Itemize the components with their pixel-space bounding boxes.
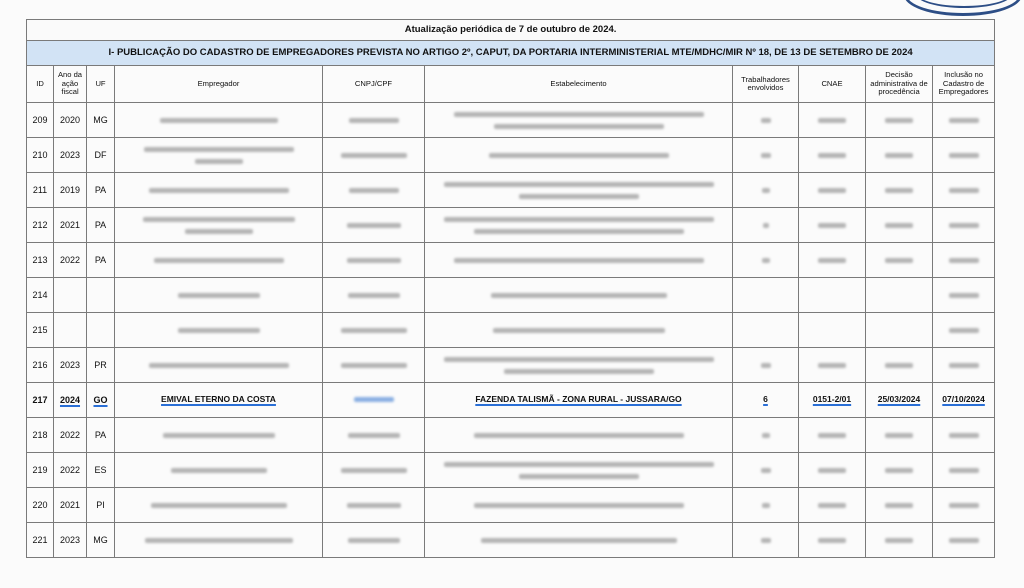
cell-ano bbox=[54, 278, 87, 313]
cell-decisao: 25/03/2024 bbox=[866, 383, 933, 418]
cell-id: 211 bbox=[27, 173, 54, 208]
cell-id: 218 bbox=[27, 418, 54, 453]
cell-uf bbox=[87, 313, 115, 348]
cell-empregador bbox=[115, 208, 323, 243]
cell-ano: 2023 bbox=[54, 523, 87, 558]
cell-uf: PI bbox=[87, 488, 115, 523]
redacted-text bbox=[504, 369, 654, 374]
cell-decisao bbox=[866, 208, 933, 243]
redacted-text bbox=[481, 538, 677, 543]
redacted-text bbox=[151, 503, 287, 508]
cell-empregador bbox=[115, 138, 323, 173]
table-row-highlighted bbox=[27, 383, 995, 418]
cell-empregador bbox=[115, 278, 323, 313]
redacted-text bbox=[348, 433, 400, 438]
cell-empregador bbox=[115, 488, 323, 523]
table-row bbox=[27, 523, 995, 558]
col-header-estabelecimento: Estabelecimento bbox=[425, 66, 733, 103]
redacted-text bbox=[885, 188, 913, 193]
cell-id: 209 bbox=[27, 103, 54, 138]
cell-cnae bbox=[799, 243, 866, 278]
cell-inclusao bbox=[933, 103, 995, 138]
cell-estabelecimento: FAZENDA TALISMÃ - ZONA RURAL - JUSSARA/GO bbox=[425, 383, 733, 418]
table-row bbox=[27, 173, 995, 208]
redacted-text bbox=[949, 363, 979, 368]
cell-cnpj bbox=[323, 418, 425, 453]
redacted-text bbox=[347, 258, 401, 263]
employers-table bbox=[26, 19, 995, 558]
cell-trabalhadores: 6 bbox=[733, 383, 799, 418]
table-row bbox=[27, 243, 995, 278]
redacted-text bbox=[349, 118, 399, 123]
redacted-text bbox=[763, 223, 769, 228]
cell-estabelecimento bbox=[425, 173, 733, 208]
col-header-inclusao: Inclusão no Cadastro de Empregadores bbox=[933, 66, 995, 103]
redacted-text bbox=[519, 194, 639, 199]
cell-empregador bbox=[115, 103, 323, 138]
cell-id: 214 bbox=[27, 278, 54, 313]
cell-trabalhadores bbox=[733, 103, 799, 138]
col-header-cnpj: CNPJ/CPF bbox=[323, 66, 425, 103]
cell-cnae: 0151-2/01 bbox=[799, 383, 866, 418]
redacted-text bbox=[489, 153, 669, 158]
redacted-text bbox=[885, 503, 913, 508]
cell-decisao bbox=[866, 103, 933, 138]
col-header-decisao: Decisão administrativa de procedência bbox=[866, 66, 933, 103]
cell-cnpj bbox=[323, 278, 425, 313]
cell-estabelecimento bbox=[425, 138, 733, 173]
table-row bbox=[27, 208, 995, 243]
cell-ano: 2020 bbox=[54, 103, 87, 138]
col-header-empregador: Empregador bbox=[115, 66, 323, 103]
cell-decisao bbox=[866, 418, 933, 453]
cell-inclusao bbox=[933, 278, 995, 313]
cell-cnae bbox=[799, 173, 866, 208]
redacted-text bbox=[949, 223, 979, 228]
cell-uf: ES bbox=[87, 453, 115, 488]
cell-id: 216 bbox=[27, 348, 54, 383]
cell-decisao bbox=[866, 138, 933, 173]
redacted-text bbox=[949, 153, 979, 158]
cell-empregador: EMIVAL ETERNO DA COSTA bbox=[115, 383, 323, 418]
cell-inclusao bbox=[933, 418, 995, 453]
redacted-text bbox=[762, 188, 770, 193]
cell-uf: PR bbox=[87, 348, 115, 383]
redacted-text bbox=[444, 462, 714, 467]
cell-id: 213 bbox=[27, 243, 54, 278]
redacted-text bbox=[762, 258, 770, 263]
cell-estabelecimento bbox=[425, 278, 733, 313]
cell-ano: 2021 bbox=[54, 488, 87, 523]
cell-trabalhadores bbox=[733, 418, 799, 453]
cell-cnae bbox=[799, 103, 866, 138]
cell-estabelecimento bbox=[425, 313, 733, 348]
cell-trabalhadores bbox=[733, 278, 799, 313]
cell-cnae bbox=[799, 488, 866, 523]
redacted-text bbox=[145, 538, 293, 543]
cell-ano: 2022 bbox=[54, 453, 87, 488]
redacted-text bbox=[341, 468, 407, 473]
redacted-text bbox=[949, 433, 979, 438]
redacted-text bbox=[454, 112, 704, 117]
cell-cnpj bbox=[323, 383, 425, 418]
cell-decisao bbox=[866, 173, 933, 208]
document-subtitle: Atualização periódica de 7 de outubro de 2024. bbox=[27, 20, 995, 41]
table-row bbox=[27, 138, 995, 173]
cell-ano: 2019 bbox=[54, 173, 87, 208]
redacted-text bbox=[454, 258, 704, 263]
cell-ano: 2023 bbox=[54, 348, 87, 383]
redacted-text bbox=[178, 328, 260, 333]
redacted-text bbox=[761, 363, 771, 368]
cell-trabalhadores bbox=[733, 523, 799, 558]
redacted-text bbox=[762, 503, 770, 508]
cell-uf: PA bbox=[87, 173, 115, 208]
cell-cnae bbox=[799, 208, 866, 243]
redacted-text bbox=[818, 223, 846, 228]
redacted-text bbox=[818, 188, 846, 193]
cell-estabelecimento bbox=[425, 418, 733, 453]
redacted-text bbox=[474, 433, 684, 438]
cell-uf: PA bbox=[87, 418, 115, 453]
cell-decisao bbox=[866, 243, 933, 278]
cell-ano: 2021 bbox=[54, 208, 87, 243]
redacted-text bbox=[885, 153, 913, 158]
cell-id: 215 bbox=[27, 313, 54, 348]
cell-cnpj bbox=[323, 453, 425, 488]
redacted-text bbox=[818, 258, 846, 263]
redacted-text bbox=[444, 217, 714, 222]
cell-estabelecimento bbox=[425, 523, 733, 558]
redacted-text bbox=[949, 468, 979, 473]
table-row bbox=[27, 348, 995, 383]
cell-id: 221 bbox=[27, 523, 54, 558]
redacted-text bbox=[519, 474, 639, 479]
redacted-text bbox=[949, 188, 979, 193]
col-header-id: ID bbox=[27, 66, 54, 103]
cell-ano: 2023 bbox=[54, 138, 87, 173]
cell-ano: 2022 bbox=[54, 418, 87, 453]
redacted-text bbox=[171, 468, 267, 473]
table-body bbox=[27, 103, 995, 558]
cell-decisao bbox=[866, 523, 933, 558]
redacted-text bbox=[348, 538, 400, 543]
cell-trabalhadores bbox=[733, 138, 799, 173]
table-row bbox=[27, 103, 995, 138]
cell-uf: MG bbox=[87, 103, 115, 138]
cell-uf: MG bbox=[87, 523, 115, 558]
cell-estabelecimento bbox=[425, 208, 733, 243]
cell-cnpj bbox=[323, 103, 425, 138]
cell-ano bbox=[54, 313, 87, 348]
cell-cnpj bbox=[323, 138, 425, 173]
redacted-text bbox=[818, 363, 846, 368]
cell-decisao bbox=[866, 488, 933, 523]
redacted-text bbox=[949, 258, 979, 263]
cell-empregador bbox=[115, 418, 323, 453]
redacted-text bbox=[195, 159, 243, 164]
redacted-text bbox=[949, 503, 979, 508]
cell-empregador bbox=[115, 453, 323, 488]
table-row bbox=[27, 453, 995, 488]
cell-trabalhadores bbox=[733, 208, 799, 243]
cell-empregador bbox=[115, 173, 323, 208]
cell-cnae bbox=[799, 453, 866, 488]
cell-cnpj bbox=[323, 348, 425, 383]
cell-inclusao bbox=[933, 313, 995, 348]
redacted-text bbox=[341, 328, 407, 333]
redacted-text bbox=[491, 293, 667, 298]
table-header-row bbox=[27, 66, 995, 103]
redacted-text bbox=[761, 538, 771, 543]
redacted-text bbox=[818, 433, 846, 438]
cell-uf: PA bbox=[87, 208, 115, 243]
redacted-text bbox=[949, 328, 979, 333]
redacted-text bbox=[818, 538, 846, 543]
cell-trabalhadores bbox=[733, 348, 799, 383]
cell-inclusao bbox=[933, 523, 995, 558]
cell-id: 210 bbox=[27, 138, 54, 173]
cell-cnpj bbox=[323, 523, 425, 558]
cell-uf: PA bbox=[87, 243, 115, 278]
cell-cnae bbox=[799, 278, 866, 313]
cell-trabalhadores bbox=[733, 243, 799, 278]
redacted-text bbox=[761, 118, 771, 123]
cell-id: 212 bbox=[27, 208, 54, 243]
cell-empregador bbox=[115, 348, 323, 383]
redacted-text bbox=[762, 433, 770, 438]
table-row bbox=[27, 488, 995, 523]
redacted-text bbox=[347, 503, 401, 508]
cell-estabelecimento bbox=[425, 348, 733, 383]
cell-ano: 2022 bbox=[54, 243, 87, 278]
redacted-text bbox=[885, 118, 913, 123]
cell-cnae bbox=[799, 348, 866, 383]
cell-estabelecimento bbox=[425, 243, 733, 278]
redacted-text bbox=[474, 229, 684, 234]
cell-cnpj bbox=[323, 208, 425, 243]
cell-inclusao bbox=[933, 488, 995, 523]
cell-inclusao bbox=[933, 208, 995, 243]
col-header-uf: UF bbox=[87, 66, 115, 103]
cell-inclusao bbox=[933, 173, 995, 208]
cell-cnae bbox=[799, 418, 866, 453]
cell-trabalhadores bbox=[733, 488, 799, 523]
cell-trabalhadores bbox=[733, 453, 799, 488]
redacted-text bbox=[444, 182, 714, 187]
redacted-text bbox=[818, 153, 846, 158]
cell-inclusao bbox=[933, 453, 995, 488]
cell-estabelecimento bbox=[425, 103, 733, 138]
cell-decisao bbox=[866, 313, 933, 348]
cell-decisao bbox=[866, 453, 933, 488]
redacted-text bbox=[185, 229, 253, 234]
redacted-text bbox=[178, 293, 260, 298]
cell-id: 220 bbox=[27, 488, 54, 523]
redacted-text bbox=[494, 124, 664, 129]
cell-uf: DF bbox=[87, 138, 115, 173]
cell-inclusao bbox=[933, 348, 995, 383]
cell-empregador bbox=[115, 523, 323, 558]
document-heading: I- PUBLICAÇÃO DO CADASTRO DE EMPREGADORES PREVISTA NO ARTIGO 2º, CAPUT, DA PORTARIA INTERMINISTERIAL MTE/MDHC/MIR Nº 18, DE 13 DE SETEMBRO DE 2024 bbox=[27, 41, 995, 66]
redacted-text bbox=[144, 147, 294, 152]
cell-estabelecimento bbox=[425, 453, 733, 488]
redacted-text bbox=[354, 397, 394, 402]
redacted-text bbox=[949, 293, 979, 298]
redacted-text bbox=[949, 118, 979, 123]
redacted-text bbox=[818, 468, 846, 473]
redacted-text bbox=[163, 433, 275, 438]
cell-empregador bbox=[115, 243, 323, 278]
cell-uf bbox=[87, 278, 115, 313]
table-row bbox=[27, 313, 995, 348]
redacted-text bbox=[347, 223, 401, 228]
redacted-text bbox=[885, 433, 913, 438]
redacted-text bbox=[885, 223, 913, 228]
redacted-text bbox=[143, 217, 295, 222]
redacted-text bbox=[444, 357, 714, 362]
cell-cnae bbox=[799, 138, 866, 173]
redacted-text bbox=[885, 468, 913, 473]
table-row bbox=[27, 278, 995, 313]
redacted-text bbox=[474, 503, 684, 508]
redacted-text bbox=[761, 468, 771, 473]
redacted-text bbox=[160, 118, 278, 123]
cell-cnpj bbox=[323, 488, 425, 523]
cell-decisao bbox=[866, 278, 933, 313]
redacted-text bbox=[348, 293, 400, 298]
col-header-ano: Ano da ação fiscal bbox=[54, 66, 87, 103]
redacted-text bbox=[818, 118, 846, 123]
table-row bbox=[27, 418, 995, 453]
col-header-trabalhadores: Trabalhadores envolvidos bbox=[733, 66, 799, 103]
cell-empregador bbox=[115, 313, 323, 348]
redacted-text bbox=[818, 503, 846, 508]
cell-estabelecimento bbox=[425, 488, 733, 523]
redacted-text bbox=[885, 538, 913, 543]
redacted-text bbox=[349, 188, 399, 193]
cell-trabalhadores bbox=[733, 313, 799, 348]
redacted-text bbox=[149, 363, 289, 368]
cell-inclusao bbox=[933, 243, 995, 278]
cell-cnae bbox=[799, 313, 866, 348]
cell-ano: 2024 bbox=[54, 383, 87, 418]
redacted-text bbox=[341, 363, 407, 368]
cell-decisao bbox=[866, 348, 933, 383]
redacted-text bbox=[885, 258, 913, 263]
cell-cnpj bbox=[323, 243, 425, 278]
cell-id: 217 bbox=[27, 383, 54, 418]
cell-cnpj bbox=[323, 313, 425, 348]
redacted-text bbox=[341, 153, 407, 158]
cell-trabalhadores bbox=[733, 173, 799, 208]
cell-uf: GO bbox=[87, 383, 115, 418]
redacted-text bbox=[949, 538, 979, 543]
redacted-text bbox=[154, 258, 284, 263]
redacted-text bbox=[761, 153, 771, 158]
cell-id: 219 bbox=[27, 453, 54, 488]
redacted-text bbox=[149, 188, 289, 193]
col-header-cnae: CNAE bbox=[799, 66, 866, 103]
redacted-text bbox=[885, 363, 913, 368]
redacted-text bbox=[493, 328, 665, 333]
cell-inclusao: 07/10/2024 bbox=[933, 383, 995, 418]
cell-cnpj bbox=[323, 173, 425, 208]
cell-inclusao bbox=[933, 138, 995, 173]
cell-cnae bbox=[799, 523, 866, 558]
